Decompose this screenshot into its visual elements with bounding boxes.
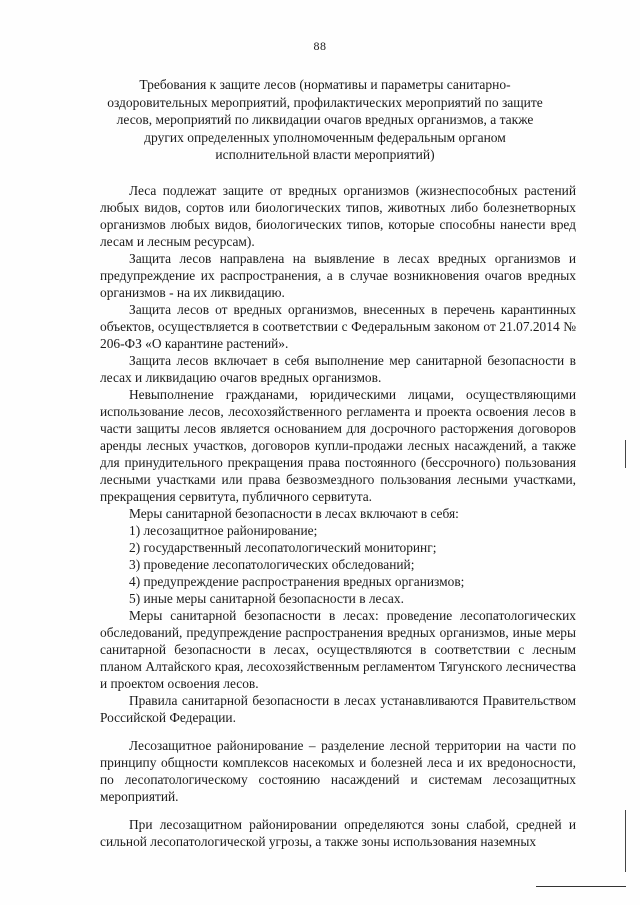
paragraph: Меры санитарной безопасности в лесах включают в себя:	[129, 506, 459, 521]
paragraph: Леса подлежат защите от вредных организмов (жизнеспособных растений любых видов, сортов или биологических типов, животных либо болезнетворных организмов любых видов, биологических типов, которые способны нанести вред лесам и лесным ресурсам).	[100, 183, 576, 249]
list-item: 2) государственный лесопатологический мониторинг;	[129, 540, 437, 555]
paragraph: Защита лесов включает в себя выполнение мер санитарной безопасности в лесах и ликвидацию очагов вредных организмов.	[100, 353, 576, 385]
paragraph: Защита лесов от вредных организмов, внесенных в перечень карантинных объектов, осуществляется в соответствии с Федеральным законом от 21.07.2014 № 206-ФЗ «О карантине растений».	[100, 302, 576, 351]
paragraph: Правила санитарной безопасности в лесах устанавливаются Правительством Российской Федерации.	[100, 693, 576, 725]
scan-edge-mark	[625, 440, 626, 468]
list-item: 4) предупреждение распространения вредных организмов;	[129, 574, 465, 589]
paragraph: Лесозащитное районирование – разделение лесной территории на части по принципу общности комплексов насекомых и болезней леса и их вредоносности, по лесопатологическому состоянию насаждений и системам лесозащитных мероприятий.	[100, 738, 576, 804]
paragraph: Защита лесов направлена на выявление в лесах вредных организмов и предупреждение их распространения, а в случае возникновения очагов вредных организмов - на их ликвидацию.	[100, 251, 576, 300]
list-item: 1) лесозащитное районирование;	[129, 523, 318, 538]
list-item: 3) проведение лесопатологических обследований;	[129, 557, 415, 572]
paragraph: Меры санитарной безопасности в лесах: проведение лесопатологических обследований, предупреждение распространения вредных организмов, иные меры санитарной безопасности в лесах, осуществляются в соответствии с лесным планом Алтайского края, лесохозяйственным регламентом Тягунского лесничества и проектом освоения лесов.	[100, 608, 576, 691]
page-number: 88	[313, 39, 327, 53]
paragraph: При лесозащитном районировании определяются зоны слабой, средней и сильной лесопатологической угрозы, а также зоны использования наземных	[100, 817, 576, 849]
scan-edge-mark	[625, 810, 626, 872]
section-heading: Требования к защите лесов (нормативы и параметры санитарно-оздоровительных мероприятий, профилактических мероприятий по защите лесов, мероприятий по ликвидации очагов вредных организмов, а также других определенных уполномоченным федеральным органом исполнительной власти мероприятий)	[107, 77, 543, 162]
scan-bottom-mark	[536, 886, 626, 887]
paragraph: Невыполнение гражданами, юридическими лицами, осуществляющими использование лесов, лесохозяйственного регламента и проекта освоения лесов в части защиты лесов является основанием для досрочного расторжения договоров аренды лесных участков, договоров купли-продажи лесных насаждений, а также для принудительного прекращения права постоянного (бессрочного) пользования лесными участками или права безвозмездного пользования лесными участками, прекращения сервитута, публичного сервитута.	[100, 387, 576, 504]
body-text	[100, 182, 576, 850]
list-item: 5) иные меры санитарной безопасности в лесах.	[129, 591, 404, 606]
